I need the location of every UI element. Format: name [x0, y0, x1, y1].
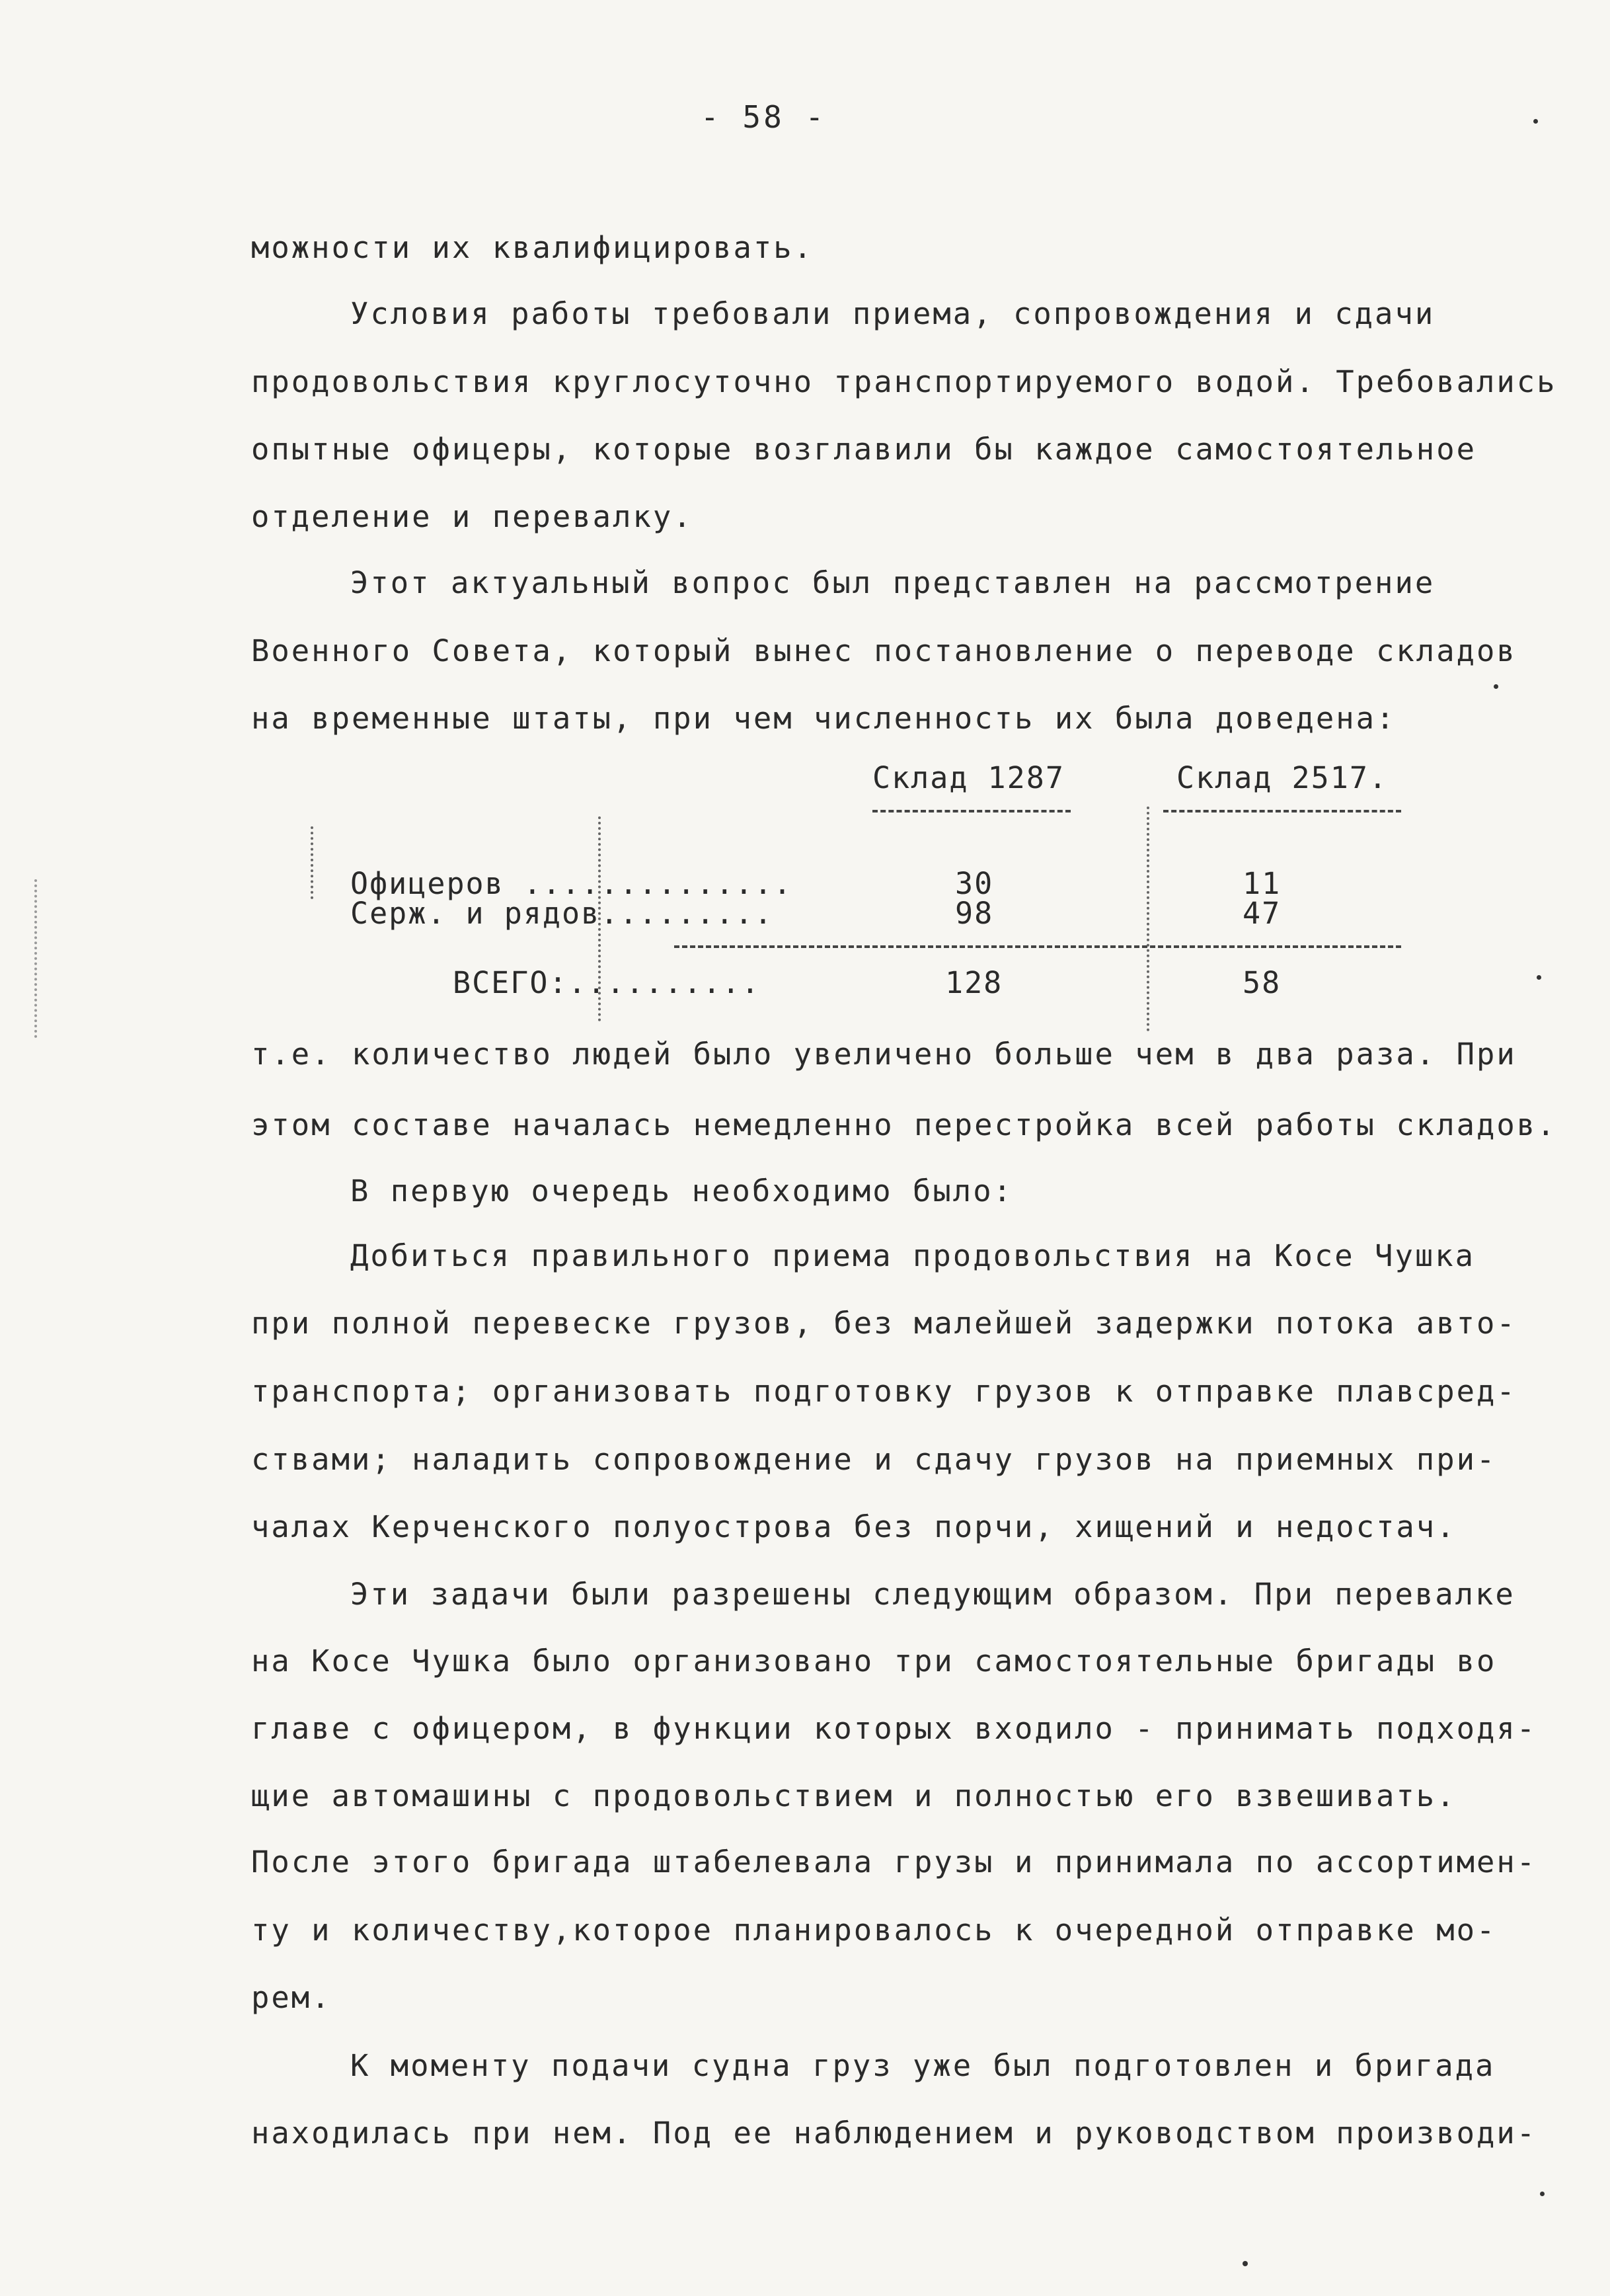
total-value: 128 — [945, 965, 1003, 1000]
text-line: После этого бригада штабелевала грузы и принимала по ассортимен- — [251, 1844, 1537, 1880]
text-line: на временные штаты, при чем численность их была доведена: — [251, 701, 1397, 736]
text-line: К моменту подачи судна груз уже был подготовлен и бригада — [350, 2048, 1496, 2083]
text-line: находилась при нем. Под ее наблюдением и руководством производи- — [251, 2116, 1537, 2151]
total-value: 58 — [1243, 965, 1282, 1000]
margin-dots — [34, 879, 37, 1038]
margin-dots — [311, 826, 313, 899]
row-label-total: ВСЕГО:.......... — [453, 965, 761, 1000]
text-line: при полной перевеске грузов, без малейшей задержки потока авто- — [251, 1306, 1517, 1341]
text-line: чалах Керченского полуострова без порчи, хищений и недостач. — [251, 1509, 1457, 1544]
row-label-sergeants: Серж. и рядов......... — [350, 896, 774, 931]
text-line: В первую очередь необходимо было: — [350, 1173, 1013, 1208]
page-number: - 58 - — [701, 99, 827, 135]
text-line: Военного Совета, который вынес постановление о переводе складов — [251, 633, 1517, 668]
column-separator — [1147, 807, 1149, 1031]
scan-speck — [1533, 119, 1538, 124]
header-underline — [872, 810, 1071, 812]
text-line: Эти задачи были разрешены следующим образом. При перевалке — [350, 1577, 1515, 1612]
text-line: рем. — [251, 1980, 332, 2015]
table-header-warehouse-2517: Склад 2517. — [1176, 760, 1389, 795]
scan-speck — [1494, 684, 1498, 689]
text-line: на Косе Чушка было организовано три самостоятельные бригады во — [251, 1643, 1497, 1679]
row-label-officers: Офицеров .............. — [350, 866, 793, 901]
text-line: Этот актуальный вопрос был представлен на рассмотрение — [350, 565, 1436, 600]
scan-speck — [1540, 2192, 1545, 2196]
row-value: 98 — [955, 896, 994, 931]
text-line: этом составе началась немедленно перестройка всей работы складов. — [251, 1107, 1557, 1142]
table-header-warehouse-1287: Склад 1287 — [872, 760, 1065, 795]
text-line: Добиться правильного приема продовольствия на Косе Чушка — [350, 1238, 1476, 1273]
row-value: 30 — [955, 866, 994, 901]
text-line: Условия работы требовали приема, сопровождения и сдачи — [350, 296, 1436, 331]
text-line: можности их квалифицировать. — [251, 230, 814, 265]
total-rule — [674, 945, 1401, 948]
header-underline — [1163, 810, 1401, 812]
row-value: 11 — [1243, 866, 1282, 901]
text-line: опытные офицеры, которые возглавили бы каждое самостоятельное — [251, 432, 1476, 467]
text-line: ствами; наладить сопровождение и сдачу грузов на приемных при- — [251, 1442, 1497, 1477]
text-line: отделение и перевалку. — [251, 499, 693, 534]
text-line: т.е. количество людей было увеличено больше чем в два раза. При — [251, 1037, 1517, 1072]
text-line: ту и количеству,которое планировалось к очередной отправке мо- — [251, 1913, 1497, 1948]
text-line: транспорта; организовать подготовку грузов к отправке плавсред- — [251, 1374, 1517, 1409]
row-value: 47 — [1243, 896, 1282, 931]
text-line: щие автомашины с продовольствием и полностью его взвешивать. — [251, 1778, 1457, 1813]
scan-speck — [1537, 975, 1541, 980]
text-line: продовольствия круглосуточно транспортируемого водой. Требовались — [251, 364, 1557, 399]
text-line: главе с офицером, в функции которых входило - принимать подходя- — [251, 1711, 1537, 1746]
scan-speck — [1243, 2261, 1248, 2266]
